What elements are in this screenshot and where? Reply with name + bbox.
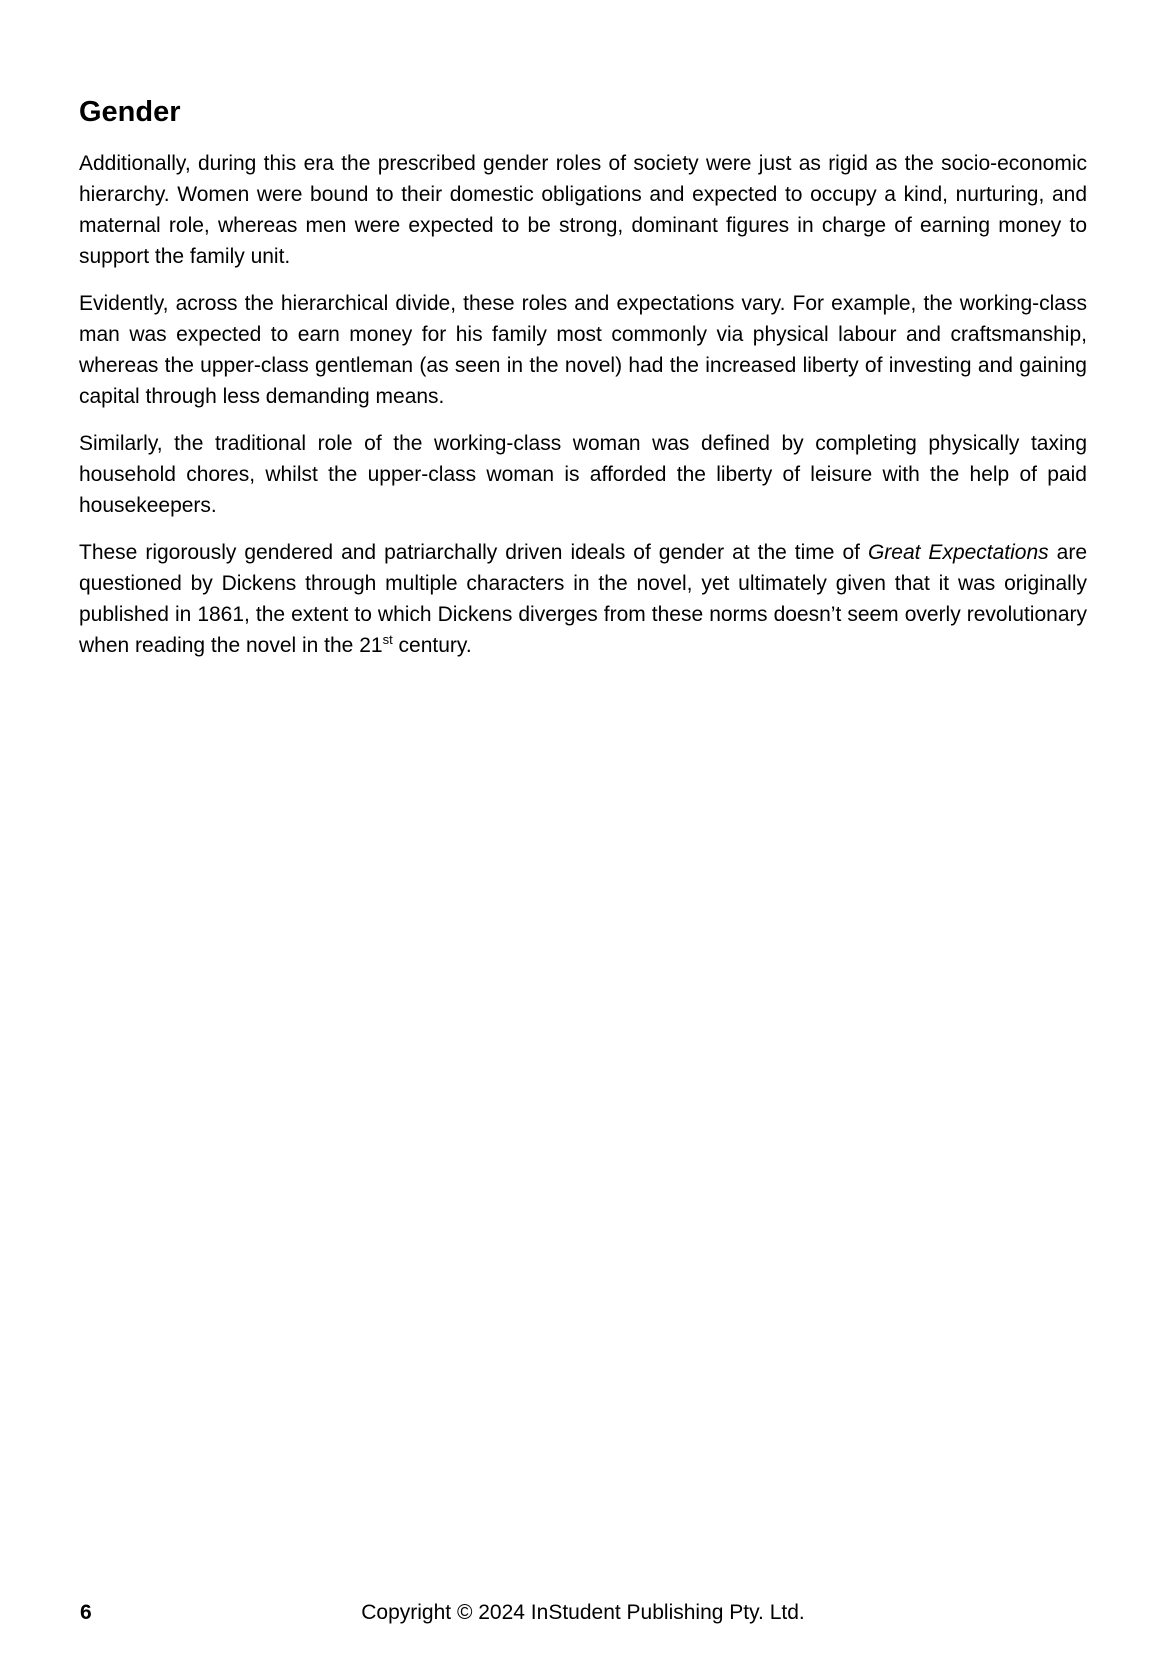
paragraph [79, 288, 1087, 412]
text-segment: century. [392, 634, 472, 657]
ordinal-superscript: st [382, 632, 393, 647]
paragraph [79, 537, 1087, 661]
paragraph [79, 428, 1087, 521]
text-segment: These rigorously gendered and patriarchally driven ideals of gender at the time of [79, 541, 868, 564]
page-content [79, 97, 1087, 661]
page-footer [0, 1600, 1166, 1628]
text-segment: Additionally, during this era the prescribed gender roles of society were just as rigid as the socio-economic hierarchy. Women were bound to their domestic obligations and expected to occupy a kind, nurturing, and maternal role, whereas men were expected to be strong, dominant figures in charge of earning money to support the family unit. [79, 152, 1087, 268]
book-title-italic: Great Expectations [867, 541, 1049, 564]
paragraph [79, 148, 1087, 272]
copyright-text: Copyright © 2024 InStudent Publishing Pty. Ltd. [361, 1601, 805, 1624]
text-segment: Similarly, the traditional role of the working-class woman was defined by completing physically taxing household chores, whilst the upper-class woman is afforded the liberty of leisure with the help of paid housekeepers. [79, 432, 1087, 517]
paragraphs-container [79, 148, 1087, 661]
page-number: 6 [80, 1601, 92, 1624]
text-segment: Evidently, across the hierarchical divide, these roles and expectations vary. For example, the working-class man was expected to earn money for his family most commonly via physical labour and craftsmanship, whereas the upper-class gentleman (as seen in the novel) had the increased liberty of investing and gaining capital through less demanding means. [79, 292, 1087, 408]
text-segment: are questioned by Dickens through multiple characters in the novel, yet ultimately given that it was originally published in 1861, the extent to which Dickens diverges from these norms doesn’t seem overly revolutionary when reading the novel in the 21 [79, 541, 1087, 657]
section-heading: Gender [79, 96, 181, 128]
